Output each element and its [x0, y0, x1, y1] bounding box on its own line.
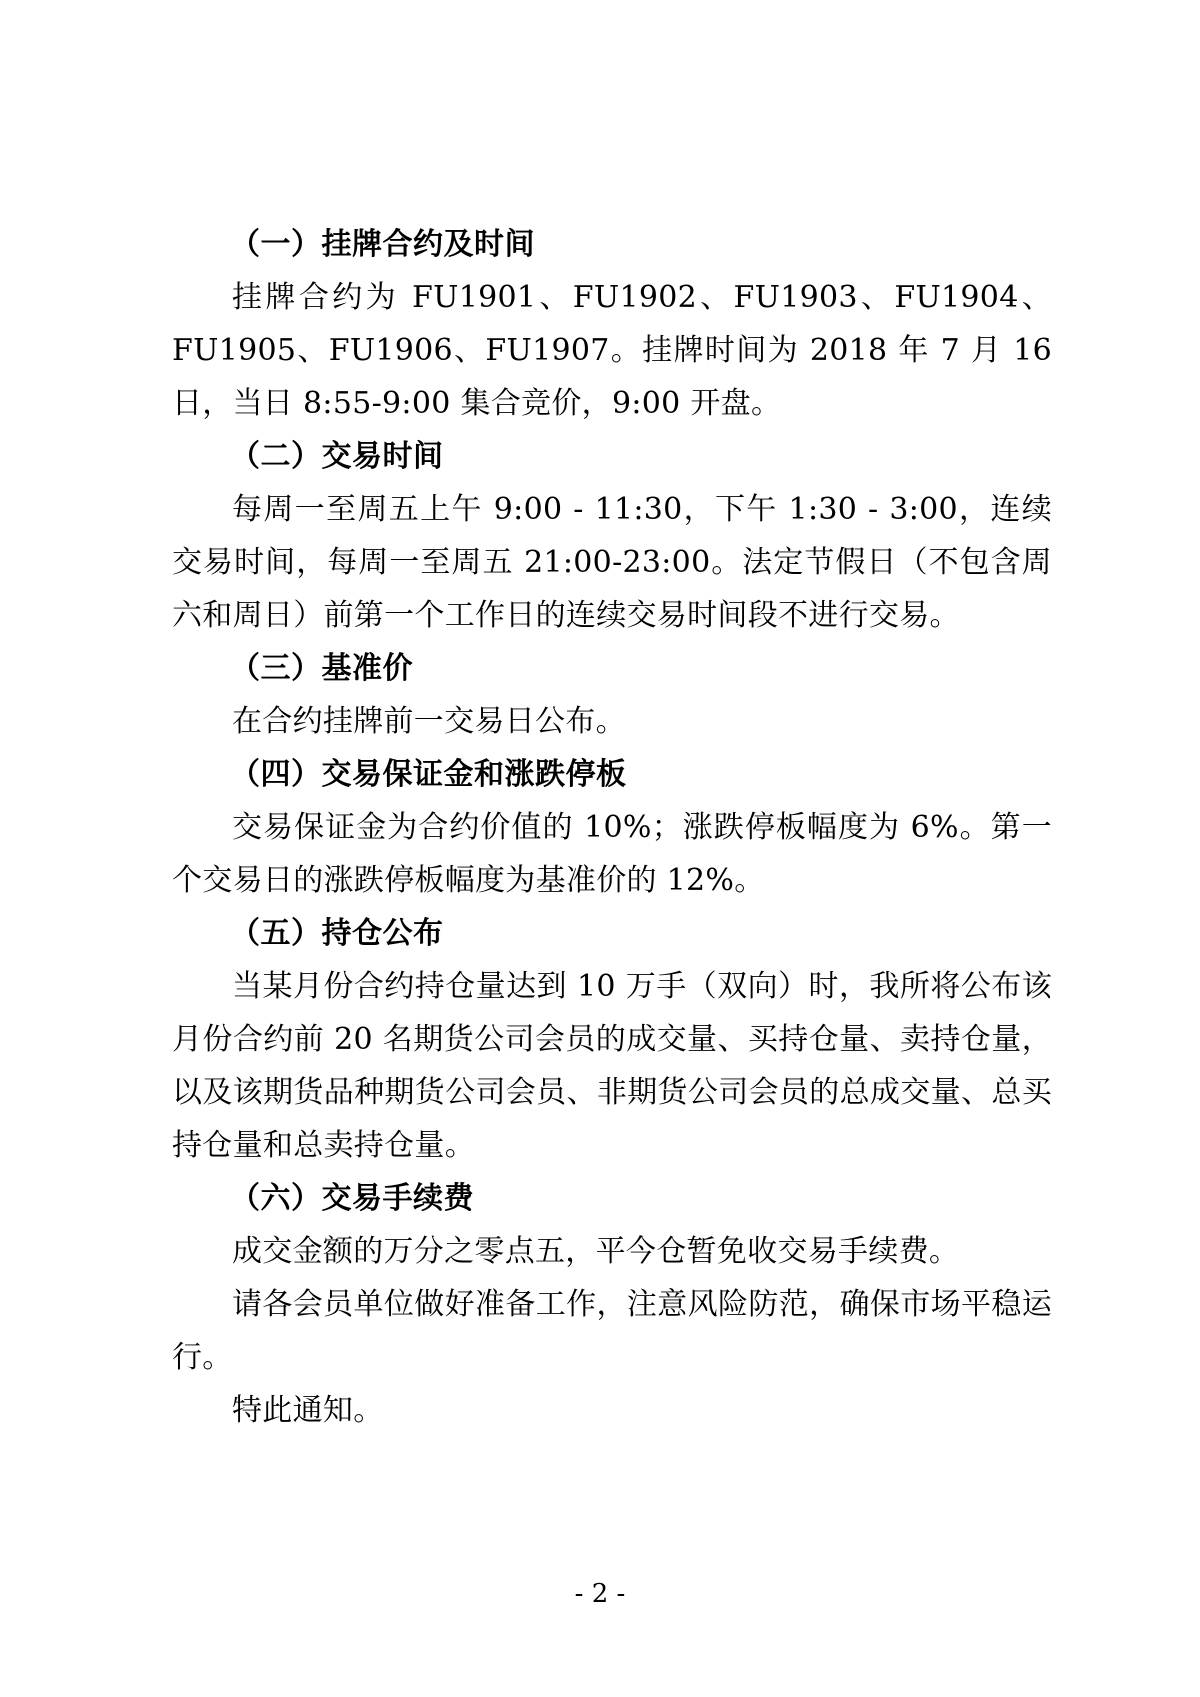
section-heading-5: （五）持仓公布	[230, 916, 444, 951]
section-paragraph-6: 成交金额的万分之零点五，平今仓暂免收交易手续费。	[232, 1234, 960, 1269]
closing-paragraph: 请各会员单位做好准备工作，注意风险防范，确保市场平稳运行。	[172, 1287, 1052, 1375]
section-paragraph-1: 挂牌合约为 FU1901、FU1902、FU1903、FU1904、FU1905、FU1906、FU1907。挂牌时间为 2018 年 7 月 16 日，当日 8:55-9:00 集合竞价，9:00 开盘。	[172, 280, 1052, 421]
section-paragraph-3: 在合约挂牌前一交易日公布。	[232, 704, 626, 739]
section-paragraph-5: 当某月份合约持仓量达到 10 万手（双向）时，我所将公布该月份合约前 20 名期货公司会员的成交量、买持仓量、卖持仓量，以及该期货品种期货公司会员、非期货公司会员的总成交量、总买持仓量和总卖持仓量。	[172, 969, 1052, 1163]
section-heading-4: （四）交易保证金和涨跌停板	[230, 757, 627, 792]
document-body	[172, 218, 1052, 1437]
section-heading-3: （三）基准价	[230, 651, 413, 686]
section-heading-6: （六）交易手续费	[230, 1181, 474, 1216]
page-number: - 2 -	[574, 1579, 626, 1609]
closing-notice: 特此通知。	[232, 1393, 384, 1428]
section-paragraph-2: 每周一至周五上午 9:00 - 11:30，下午 1:30 - 3:00，连续交易时间，每周一至周五 21:00-23:00。法定节假日（不包含周六和周日）前第一个工作日的连续交易时间段不进行交易。	[172, 492, 1052, 633]
section-paragraph-4: 交易保证金为合约价值的 10%；涨跌停板幅度为 6%。第一个交易日的涨跌停板幅度为基准价的 12%。	[172, 810, 1052, 898]
section-heading-1: （一）挂牌合约及时间	[230, 227, 535, 262]
section-heading-2: （二）交易时间	[230, 439, 444, 474]
